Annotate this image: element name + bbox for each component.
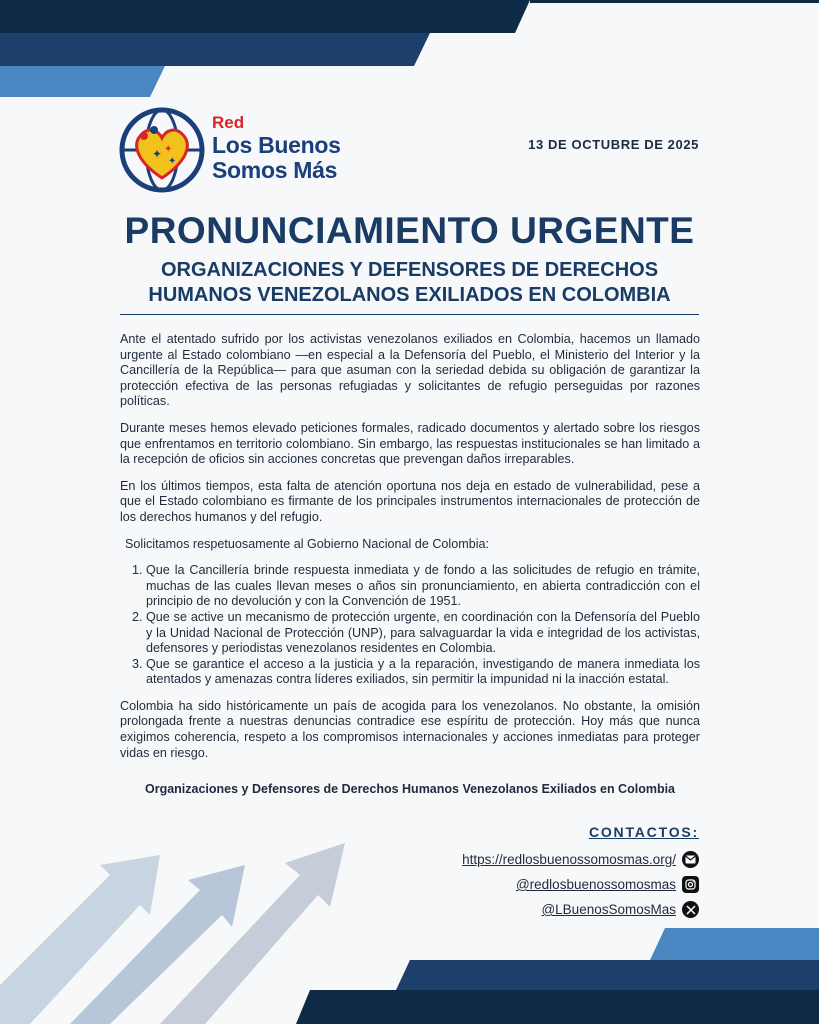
page-title: PRONUNCIAMIENTO URGENTE — [124, 210, 695, 251]
contact-instagram[interactable] — [516, 876, 699, 893]
organization-logo — [118, 106, 368, 194]
contacts-heading: CONTACTOS: — [588, 824, 699, 840]
x-link[interactable]: @LBuenosSomosMas — [541, 902, 676, 917]
email-icon — [682, 851, 699, 868]
globe-heart-icon — [118, 106, 206, 194]
requests-intro: Solicitamos respetuosamente al Gobierno Nacional de Colombia: — [125, 536, 490, 551]
contact-website[interactable] — [462, 851, 699, 868]
requests-list — [120, 563, 700, 688]
paragraph-3: En los últimos tiempos, esta falta de atención oportuna nos deja en estado de vulnerabilidad, pese a que el Estado colombiano es firmante de los principales instrumentos internacionales de protección de los derechos humanos y del refugio. — [120, 478, 700, 524]
signature-line: Organizaciones y Defensores de Derechos Humanos Venezolanos Exiliados en Colombia — [144, 782, 676, 796]
bottom-decor-bands — [0, 928, 819, 1024]
page-subtitle: ORGANIZACIONES Y DEFENSORES DE DERECHOS HUMANOS VENEZOLANOS EXILIADOS EN COLOMBIA — [120, 258, 699, 315]
top-decor-bands — [0, 0, 819, 100]
paragraph-2: Durante meses hemos elevado peticiones formales, radicado documentos y alertado sobre los riesgos que enfrentamos en territorio colombiano. Sin embargo, las respuestas institucionales se han limitado a la recepción de oficios sin acciones concretas que prevengan daños irreparables. — [120, 420, 700, 467]
contact-x[interactable] — [541, 901, 699, 918]
instagram-icon — [682, 876, 699, 893]
logo-wordmark — [212, 114, 341, 182]
closing-paragraph: Colombia ha sido históricamente un país de acogida para los venezolanos. No obstante, la omisión prolongada frente a nuestras denuncias contradice ese espíritu de protección. Hoy más que nunca exigimos coherencia, respeto a los compromisos internacionales y acciones inmediatas para proteger vidas en riesgo. — [120, 698, 700, 760]
request-item-1: 1. Que la Cancillería brinde respuesta inmediata y de fondo a las solicitudes de refugio en trámite, muchas de las cuales llevan meses o años sin pronunciamiento, en abierta contradicción con el principio de no devolución y con la Convención de 1951. — [146, 563, 700, 610]
logo-line-red: Red — [212, 113, 245, 132]
logo-line-3: Somos Más — [212, 157, 338, 183]
date-label: 13 DE OCTUBRE DE 2025 — [528, 137, 699, 152]
svg-text:✦: ✦ — [164, 144, 173, 155]
paragraph-1: Ante el atentado sufrido por los activistas venezolanos exiliados en Colombia, hacemos un llamado urgente al Estado colombiano —en especial a la Defensoría del Pueblo, el Ministerio del Interior y la Cancillería de la República— para que asuman con la seriedad debida su obligación de garantizar la protección efectiva de las personas refugiadas y solicitantes de refugio perseguidas por razones políticas. — [120, 332, 700, 409]
logo-line-2: Los Buenos — [212, 132, 341, 158]
request-item-2: 2. Que se active un mecanismo de protección urgente, en coordinación con la Defensoría del Pueblo y la Unidad Nacional de Protección (UNP), para salvaguardar la vida e integridad de los activistas, defensores y periodistas venezolanos residentes en Colombia. — [146, 610, 700, 657]
svg-text:✦: ✦ — [152, 147, 163, 161]
request-item-3: 3. Que se garantice el acceso a la justicia y a la reparación, investigando de manera inmediata los atentados y amenazas contra líderes exiliados, sin permitir la impunidad ni la inacción estatal. — [146, 657, 700, 688]
website-link[interactable]: https://redlosbuenossomosmas.org/ — [462, 852, 676, 867]
instagram-link[interactable]: @redlosbuenossomosmas — [515, 877, 676, 892]
x-logo-icon — [682, 901, 699, 918]
svg-text:✦: ✦ — [168, 156, 177, 167]
statement-body — [120, 332, 700, 772]
